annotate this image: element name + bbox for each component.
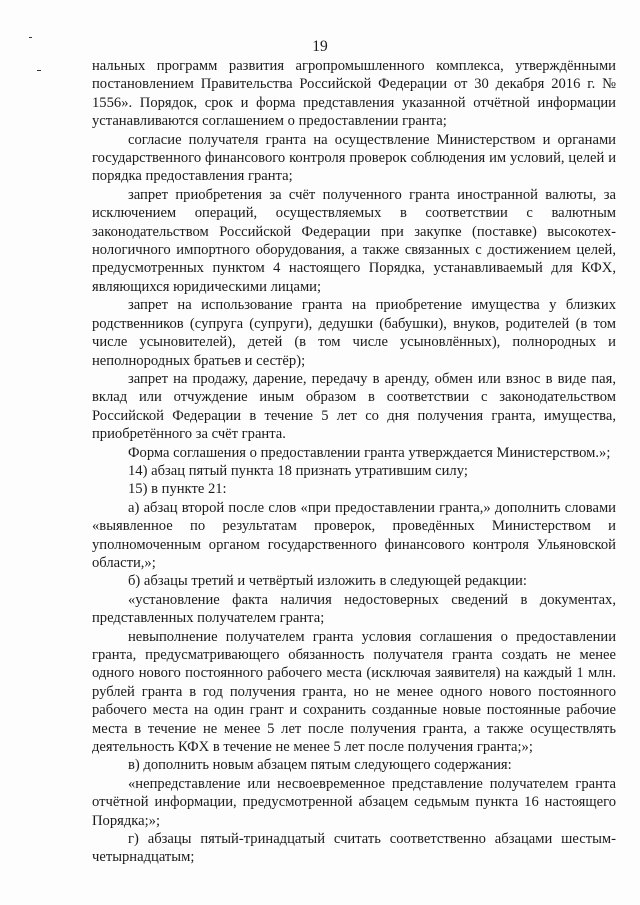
paragraph: 15) в пункте 21: (128, 481, 227, 498)
paragraph: Форма соглашения о предоставлении гранта утверждается Министерством.»; (128, 444, 611, 461)
paragraph: в) дополнить новым абзацем пятым следующего содержания: (128, 757, 512, 774)
document-body (92, 57, 616, 867)
paragraph: а) абзац второй после слов «при предоставлении гранта,» дополнить словами «выявленное по результатам проверок, проведённых Министерством и уполномоченным органом государственного финансового контроля Ульяновской области,»; (92, 499, 616, 571)
page-number: 19 (312, 38, 328, 55)
paragraph: запрет приобретения за счёт полученного гранта иностранной валюты, за исключением операций, осуществляемых в соответствии с валютным законодательством Российской Федерации при закупке (поставке) высокотех-нологичного импортного оборудования, а также связанных с достижением целей, предусмотренных пунктом 4 настоящего Порядка, устанавливаемый для КФХ, являющихся юридическими лицами; (92, 186, 616, 295)
paragraph: нальных программ развития агропромышленного комплекса, утверждёнными постановлением Правительства Российской Федерации от 30 декабря 2016 г. № 1556». Порядок, срок и форма представления указанной отчётной информации устанавливаются соглашением о предоставлении гранта; (92, 58, 616, 130)
paragraph: невыполнение получателем гранта условия соглашения о предоставлении гранта, предусматривающего обязанность получателя гранта создать не менее одного нового постоянного рабочего места (исключая заявителя) на каждый 1 млн. рублей гранта в год получения гранта, но не менее одного нового постоянного рабочего места на один грант и сохранить созданные новые постоянные рабочие места в течение не менее 5 лет после получения гранта, а также осуществлять деятельность КФХ в течение не менее 5 лет после получения гранта;»; (92, 628, 616, 756)
paragraph: «установление факта наличия недостоверных сведений в документах, представленных получателем гранта; (92, 591, 616, 627)
paragraph: запрет на продажу, дарение, передачу в аренду, обмен или взнос в виде пая, вклад или отчуждение иным образом в соответствии с законодательством Российской Федерации в течение 5 лет со дня получения гранта, имущества, приобретённого за счёт гранта. (92, 370, 616, 443)
paragraph: б) абзацы третий и четвёртый изложить в следующей редакции: (128, 573, 527, 590)
margin-mark (37, 70, 41, 71)
paragraph: согласие получателя гранта на осуществление Министерством и органами государственного финансового контроля проверок соблюдения им условий, целей и порядка предоставления гранта; (92, 131, 616, 185)
paragraph: г) абзацы пятый-тринадцатый считать соответственно абзацами шестым-четырнадцатым; (92, 831, 616, 866)
paragraph: «непредставление или несвоевременное представление получателем гранта отчётной информации, предусмотренной абзацем седьмым пункта 16 настоящего Порядка;»; (92, 775, 616, 829)
paragraph: запрет на использование гранта на приобретение имущества у близких родственников (супруга (супруги), дедушки (бабушки), внуков, родителей (в том числе усыновителей), детей (в том числе усыновлённых), полнородных и неполнородных братьев и сестёр); (92, 297, 616, 369)
paragraph: 14) абзац пятый пункта 18 признать утратившим силу; (128, 462, 468, 479)
